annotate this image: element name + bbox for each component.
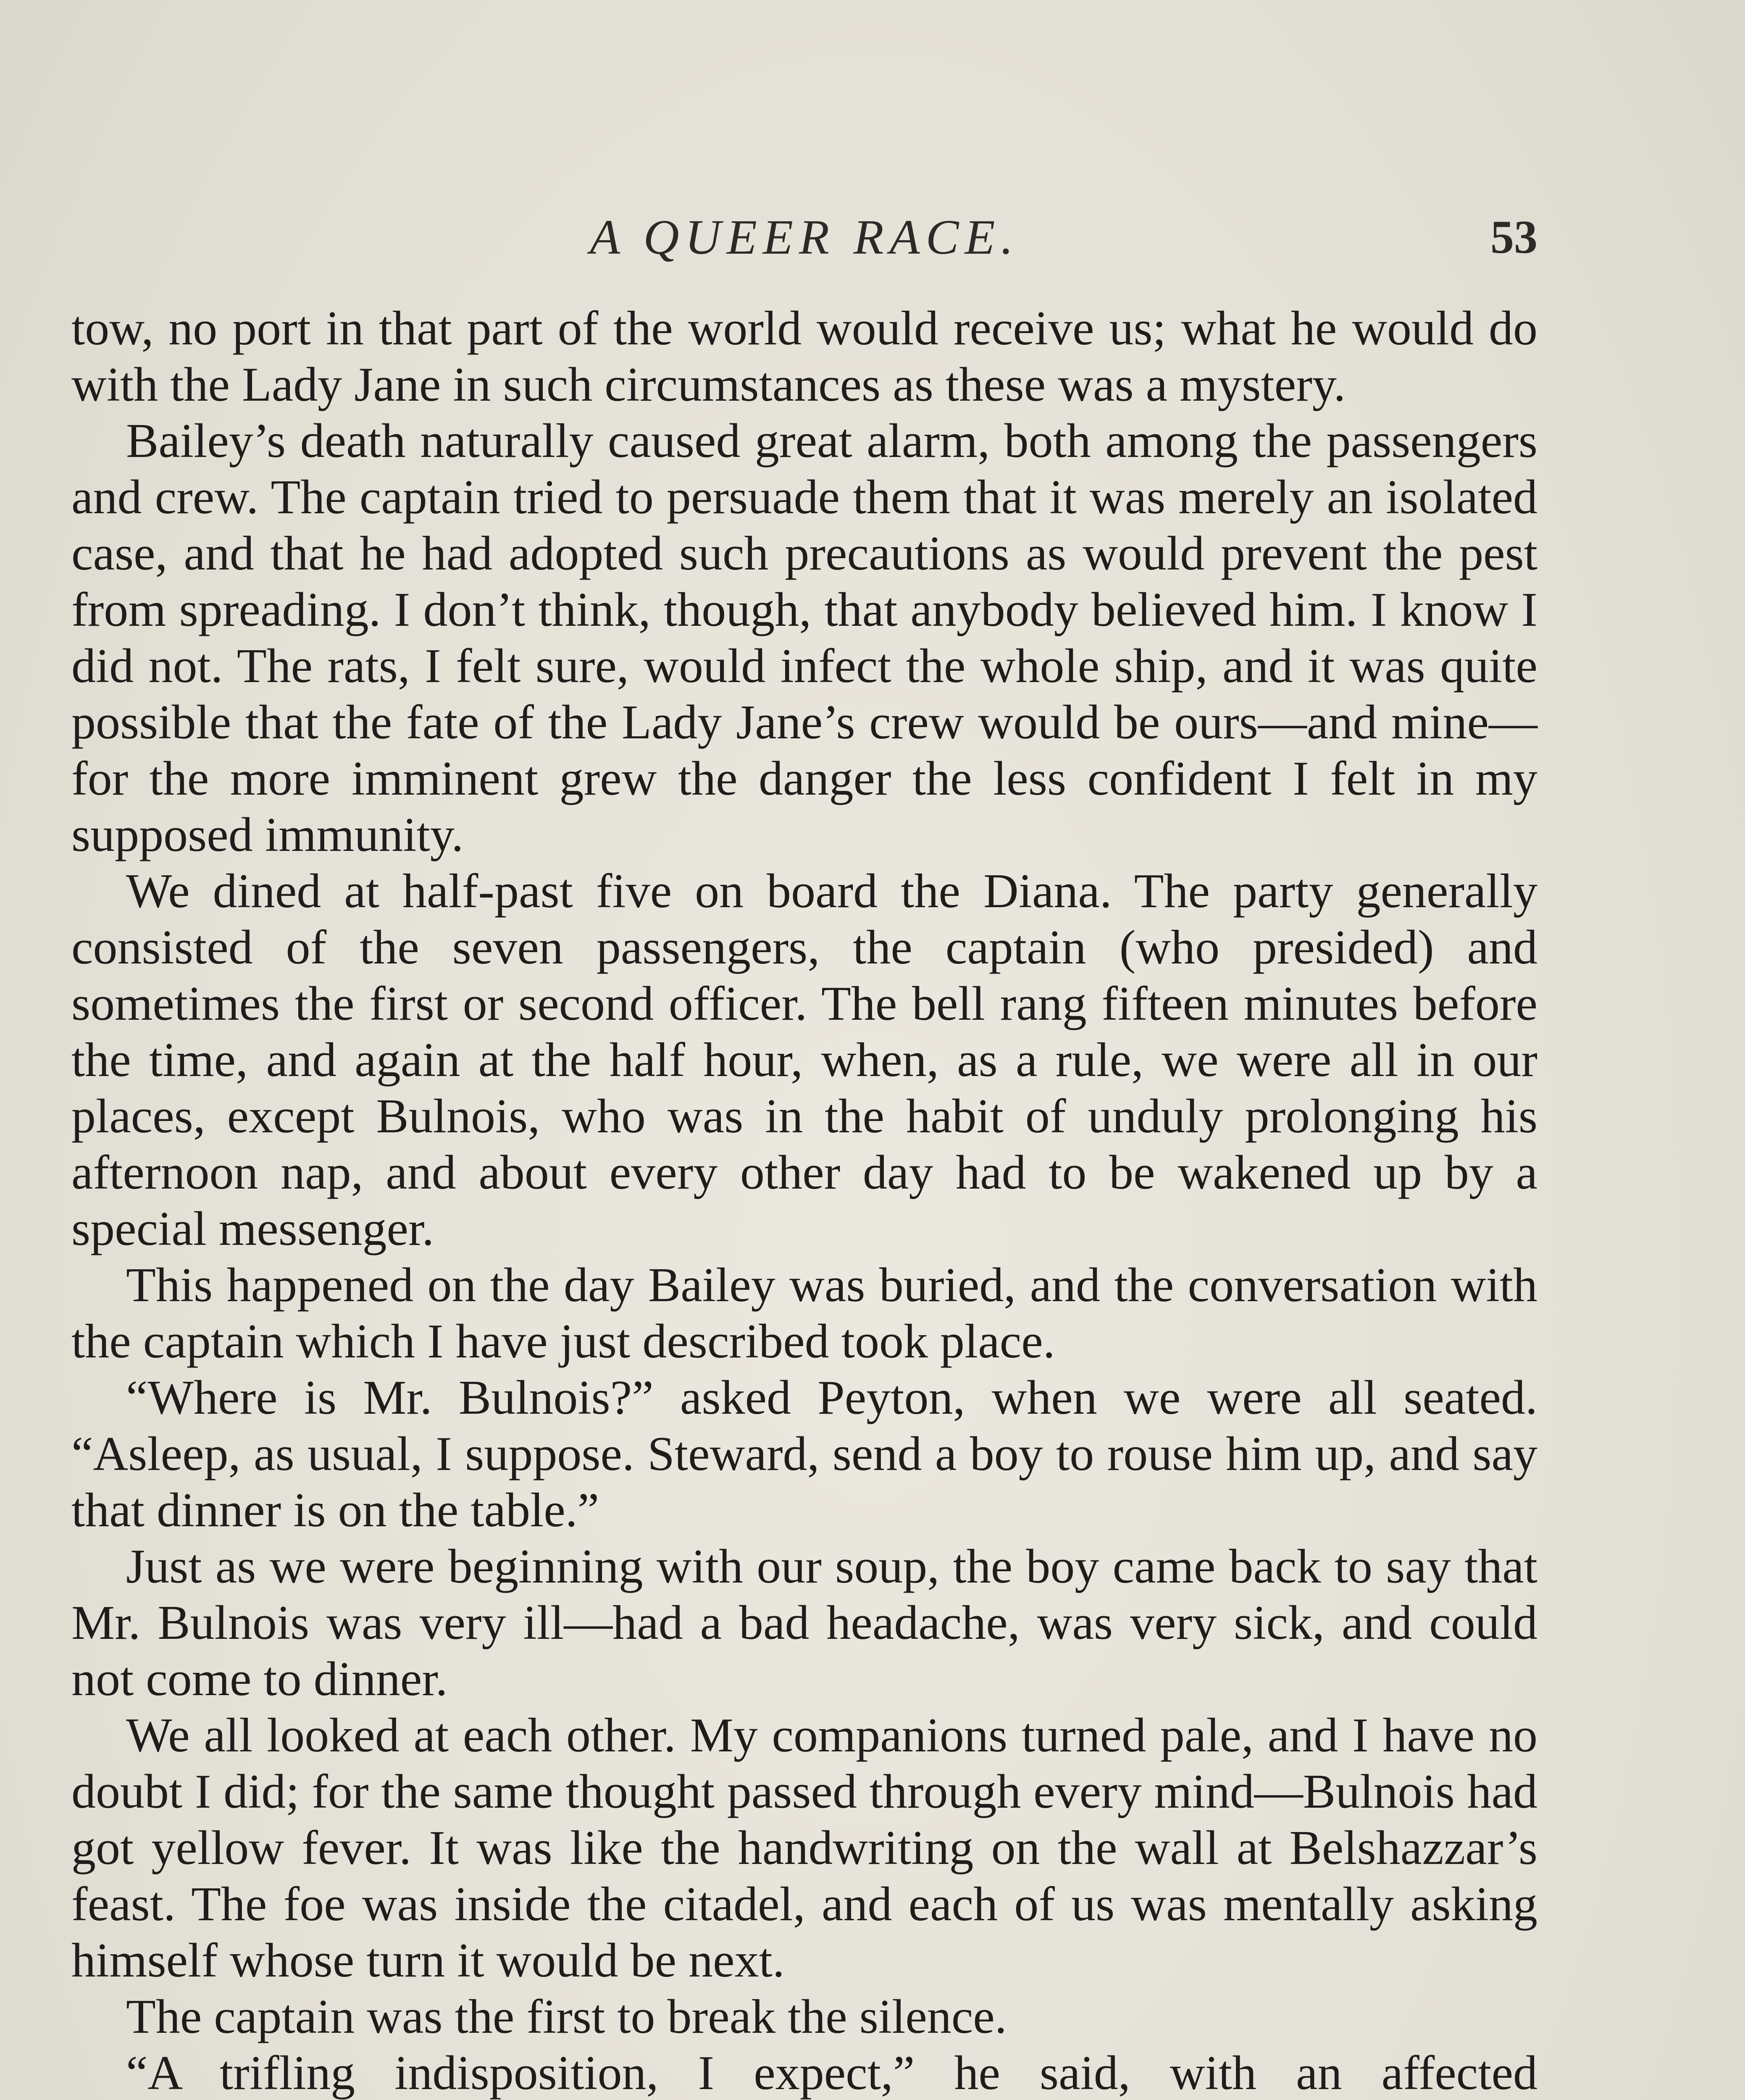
paragraph: “A trifling indisposition, I expect,” he said, with an affected [126,2046,1537,2100]
paragraph: The captain was the first to break the silence. [126,1990,1007,2044]
running-title: A QUEER RACE. [589,210,1020,265]
paragraph: We dined at half-past five on board the Diana. The party generally consisted of the seven passengers, the captain (who presided) and sometimes the first or second officer. The bell rang fifteen minutes before the time, and again at the half hour, when, as a rule, we were all in our places, except Bulnois, who was in the habit of unduly prolonging his afternoon nap, and about every other day had to be wakened up by a special messenger. [71,864,1537,1256]
paragraph: “Where is Mr. Bulnois?” asked Peyton, when we were all seated. “Asleep, as usual, I suppose. Steward, send a boy to rouse him up, and say that dinner is on the table.” [71,1371,1537,1537]
paragraph: Bailey’s death naturally caused great alarm, both among the passengers and crew. The captain tried to persuade them that it was merely an isolated case, and that he had adopted such precautions as would prevent the pest from spreading. I don’t think, though, that anybody believed him. I know I did not. The rats, I felt sure, would infect the whole ship, and it was quite possible that the fate of the Lady Jane’s crew would be ours—and mine—for the more imminent grew the danger the less confident I felt in my supposed immunity. [71,414,1537,862]
running-head [71,202,1537,273]
body-text [71,300,1537,2100]
paragraph: Just as we were beginning with our soup, the boy came back to say that Mr. Bulnois was very ill—had a bad headache, was very sick, and could not come to dinner. [71,1540,1537,1706]
paragraph: This happened on the day Bailey was buried, and the conversation with the captain which I have just described took place. [71,1258,1537,1368]
paragraph: tow, no port in that part of the world would receive us; what he would do with the Lady Jane in such circumstances as these was a mystery. [71,302,1537,412]
paragraph: We all looked at each other. My companions turned pale, and I have no doubt I did; for the same thought passed through every mind—Bulnois had got yellow fever. It was like the handwriting on the wall at Belshazzar’s feast. The foe was inside the citadel, and each of us was mentally asking himself whose turn it would be next. [71,1709,1537,1987]
page-number: 53 [1490,211,1537,263]
